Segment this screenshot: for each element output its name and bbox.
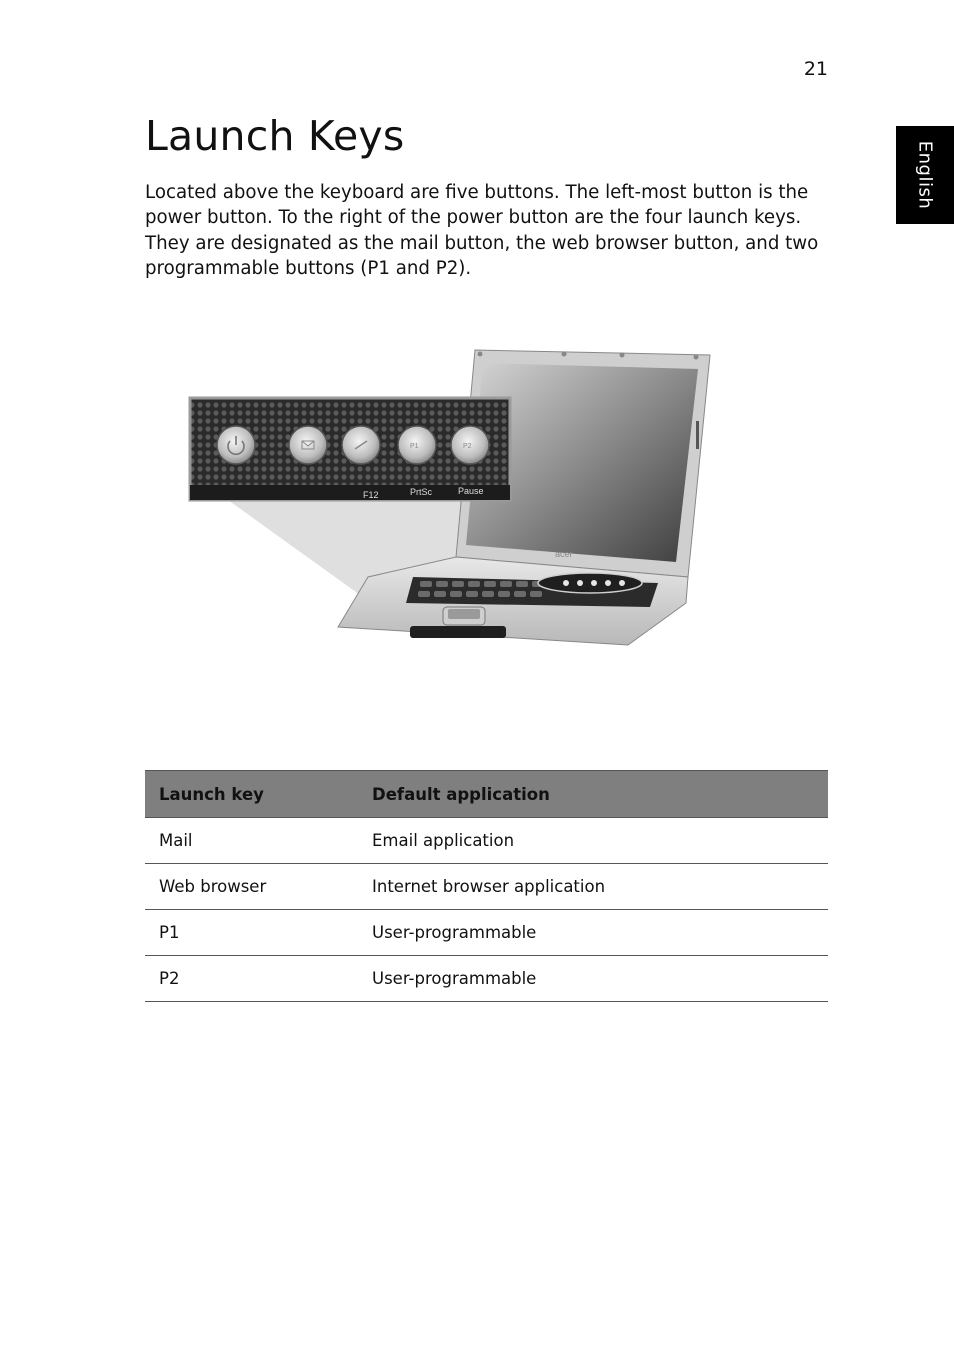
p2-button [451, 426, 489, 464]
table-row [145, 910, 828, 956]
p2-button-label: P2 [463, 443, 472, 450]
header-default-application: Default application [358, 771, 828, 818]
application-cell: User-programmable [358, 910, 828, 956]
language-tab-label: English [914, 140, 936, 210]
mail-button [289, 426, 327, 464]
launch-keys-table [145, 770, 828, 1002]
launch-key-cell: P2 [145, 956, 358, 1002]
inset-key-pause: Pause [458, 486, 484, 496]
inset-key-f12: F12 [363, 490, 379, 500]
application-cell: User-programmable [358, 956, 828, 1002]
table-row [145, 818, 828, 864]
table-row [145, 956, 828, 1002]
launch-keys-inset [190, 398, 510, 500]
laptop-illustration [188, 345, 728, 665]
page-title: Launch Keys [145, 112, 405, 160]
web-browser-button [342, 426, 380, 464]
p1-button [398, 426, 436, 464]
application-cell: Email application [358, 818, 828, 864]
launch-key-cell: Web browser [145, 864, 358, 910]
power-button [217, 426, 255, 464]
lid-brand-text: acer [555, 549, 573, 559]
table-row [145, 864, 828, 910]
p1-button-label: P1 [410, 443, 419, 450]
intro-paragraph: Located above the keyboard are five buttons. The left-most button is the power button. To the right of the power button are the four launch keys. They are designated as the mail button, the web browser button, and two programmable buttons (P1 and P2). [145, 182, 819, 280]
launch-key-cell: P1 [145, 910, 358, 956]
language-tab [896, 126, 954, 224]
inset-key-prtsc: PrtSc [410, 487, 433, 497]
header-launch-key: Launch key [145, 771, 358, 818]
table-header-row [145, 771, 828, 818]
application-cell: Internet browser application [358, 864, 828, 910]
launch-key-cell: Mail [145, 818, 358, 864]
page-number: 21 [803, 58, 828, 80]
